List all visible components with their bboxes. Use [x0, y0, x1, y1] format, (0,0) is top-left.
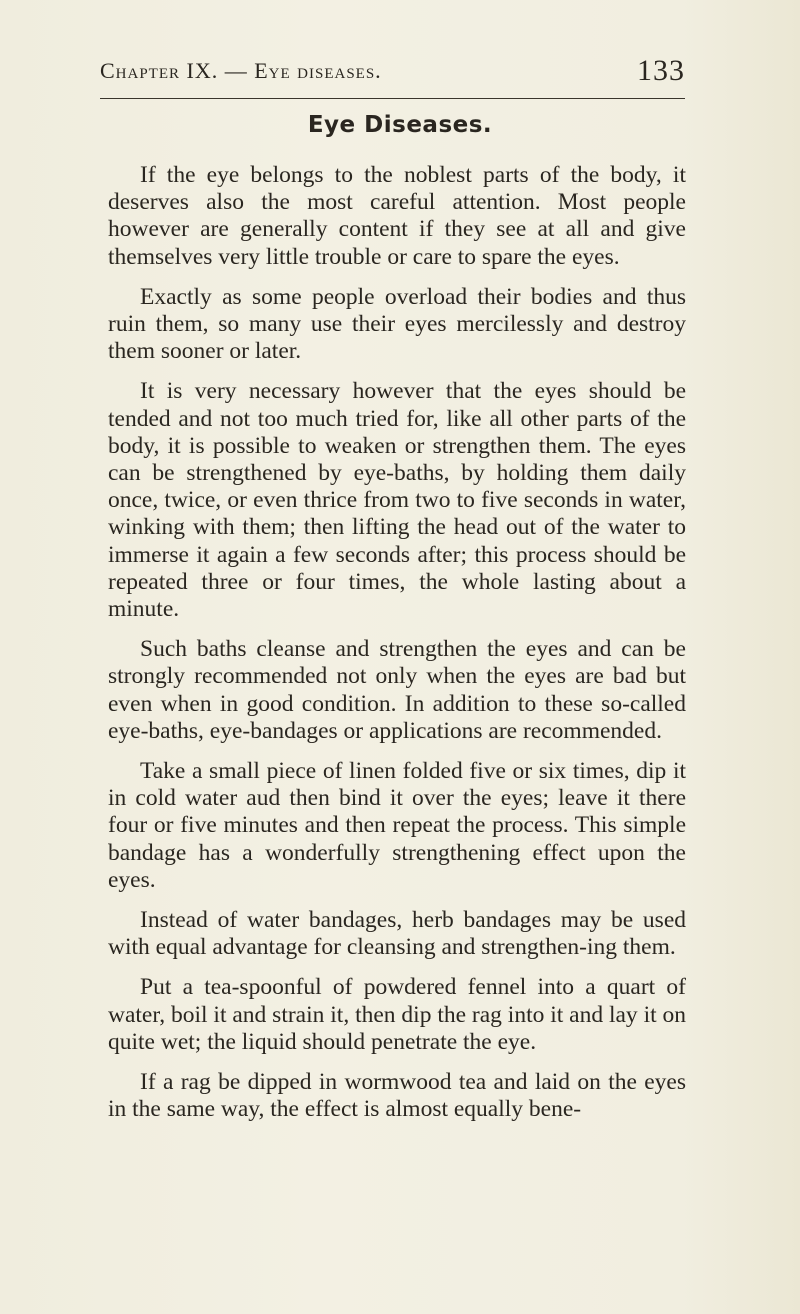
paragraph: Take a small piece of linen folded five or six times, dip it in cold water aud then bind it over the eyes; leave it there four or five minutes and then repeat the process. This simple bandage has a wonderfully strengthening effect upon the eyes.	[108, 758, 686, 893]
header-rule	[100, 98, 685, 99]
paragraph: Put a tea-spoonful of powdered fennel into a quart of water, boil it and strain it, then dip the rag into it and lay it on quite wet; the liquid should penetrate the eye.	[108, 974, 686, 1055]
running-head: Chapter IX. — Eye diseases.	[100, 58, 382, 83]
paragraph: Instead of water bandages, herb bandages may be used with equal advantage for cleansing and strengthen-ing them.	[108, 907, 686, 961]
paragraph: It is very necessary however that the eyes should be tended and not too much tried for, like all other parts of the body, it is possible to weaken or strengthen them. The eyes can be strengthened by eye-baths, by holding them daily once, twice, or even thrice from two to five seconds in water, winking with them; then lifting the head out of the water to immerse it again a few seconds after; this process should be repeated three or four times, the whole lasting about a minute.	[108, 378, 686, 623]
paragraph: Such baths cleanse and strengthen the eyes and can be strongly recommended not only when the eyes are bad but even when in good condition. In addition to these so-called eye-baths, eye-bandages or applications are recommended.	[108, 636, 686, 744]
section-title: Eye Diseases.	[307, 112, 493, 138]
page-number: 133	[637, 54, 685, 87]
paragraph: If the eye belongs to the noblest parts of the body, it deserves also the most careful attention. Most people however are generally content if they see at all and give themselves very little trouble or care to spare the eyes.	[108, 162, 686, 270]
paragraph: Exactly as some people overload their bodies and thus ruin them, so many use their eyes mercilessly and destroy them sooner or later.	[108, 283, 686, 365]
body-text	[108, 162, 686, 1137]
page-header	[0, 54, 685, 98]
paragraph: If a rag be dipped in wormwood tea and laid on the eyes in the same way, the effect is almost equally bene-	[108, 1069, 686, 1123]
